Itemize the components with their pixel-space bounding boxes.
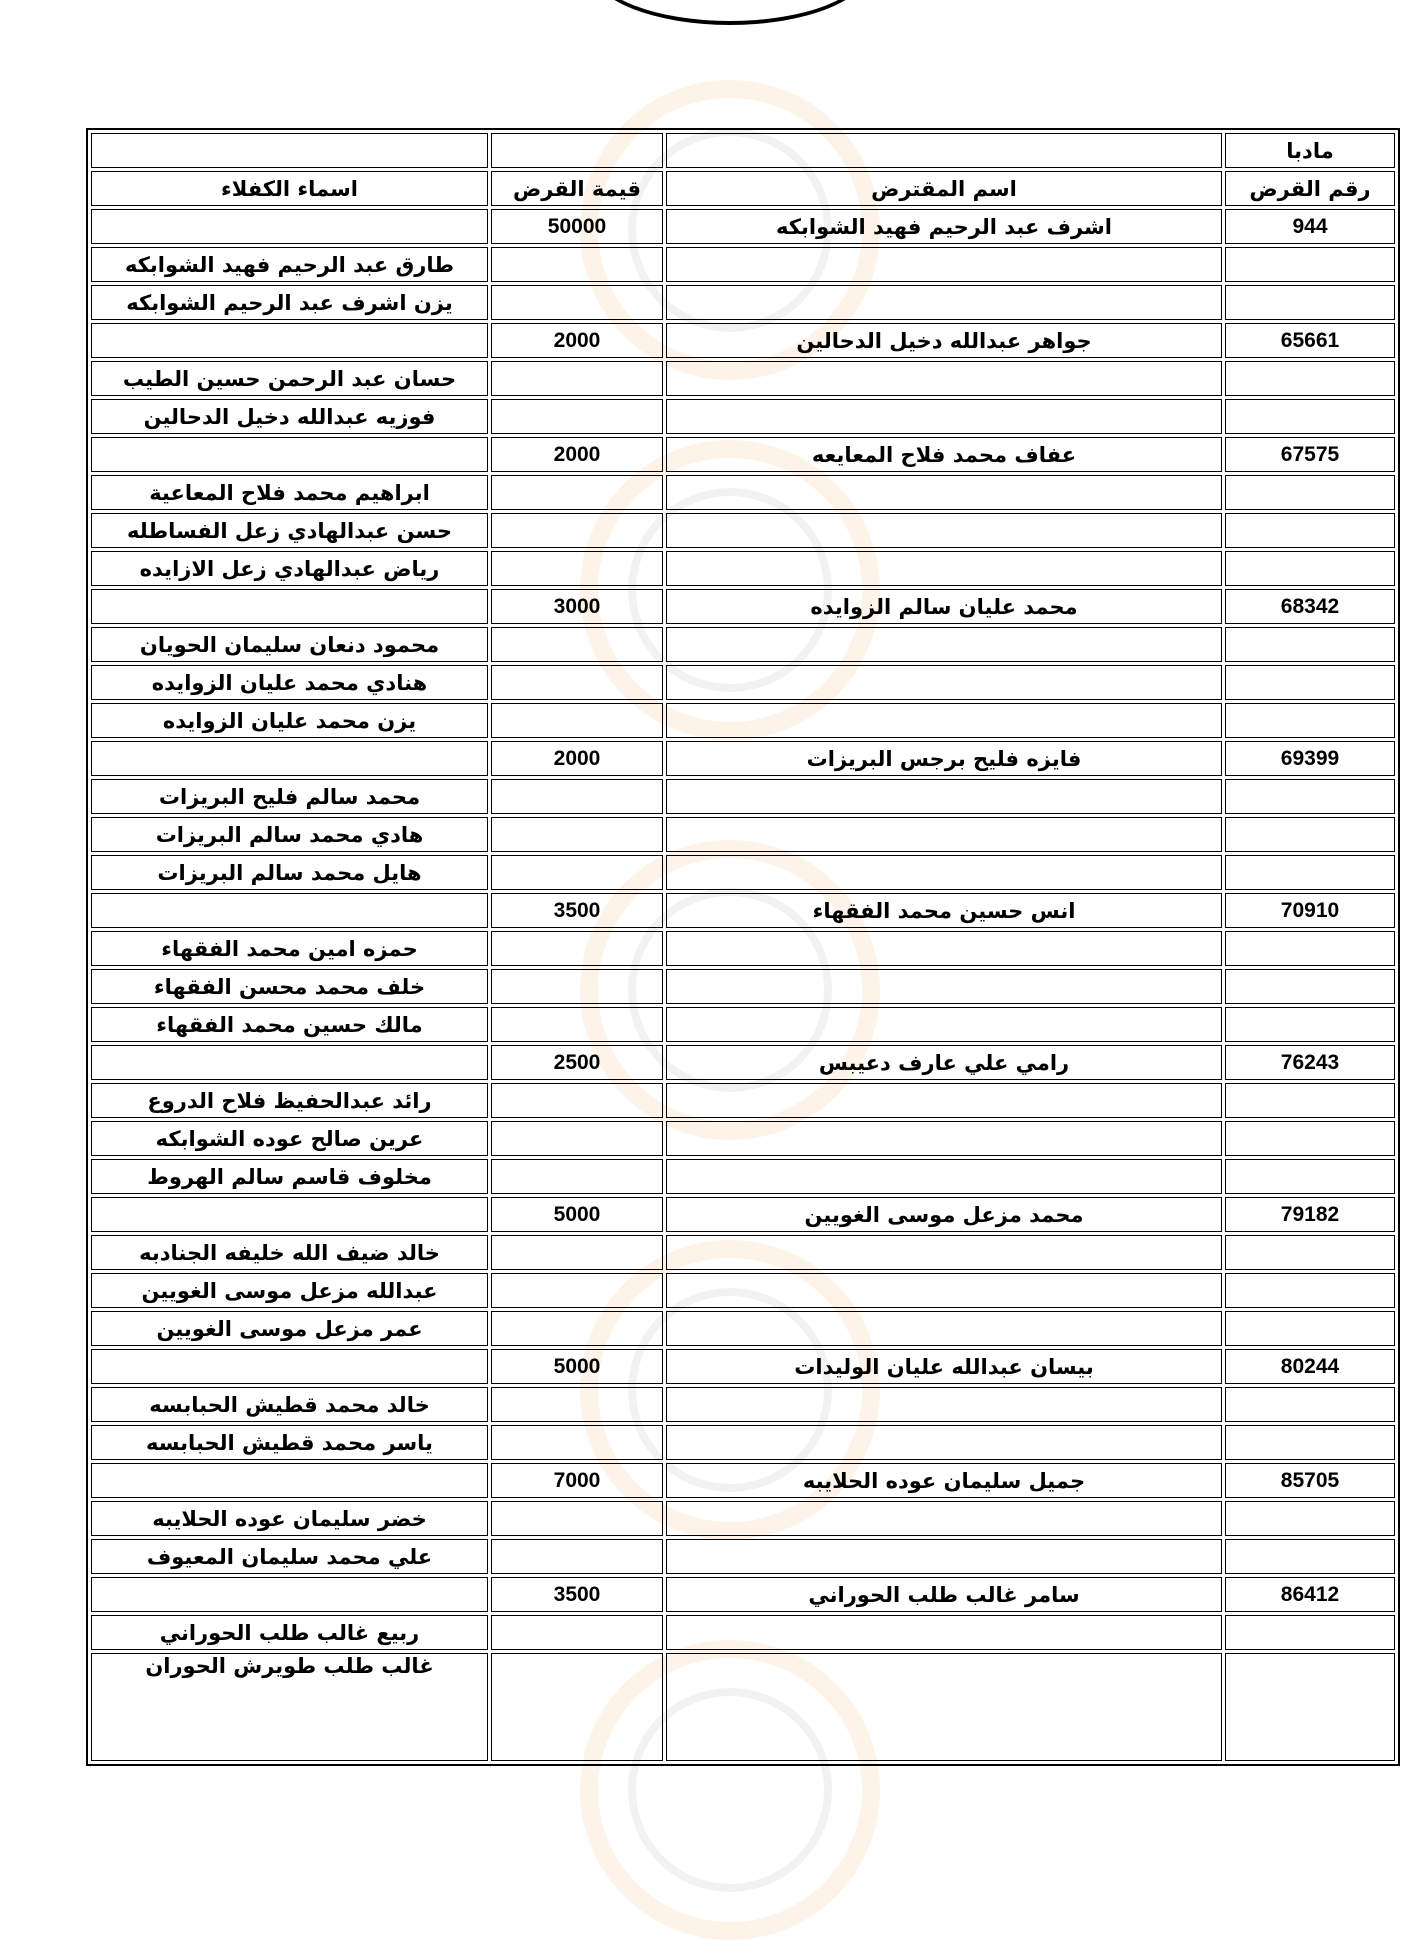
loan-row <box>91 741 1395 776</box>
empty-cell <box>491 1387 663 1422</box>
guarantor-name: عبدالله مزعل موسى الغويين <box>91 1273 488 1308</box>
empty-cell <box>1225 513 1395 548</box>
loan-row <box>91 209 1395 244</box>
empty-cell <box>91 741 488 776</box>
loan-amount: 3500 <box>491 893 663 928</box>
guarantor-row <box>91 1387 1395 1422</box>
header-amount: قيمة القرض <box>491 171 663 206</box>
guarantor-name: حسن عبدالهادي زعل الفساطله <box>91 513 488 548</box>
empty-cell <box>91 1349 488 1384</box>
loan-number: 70910 <box>1225 893 1395 928</box>
loan-amount: 2000 <box>491 323 663 358</box>
empty-cell <box>666 513 1222 548</box>
guarantor-name: خالد محمد قطيش الحبابسه <box>91 1387 488 1422</box>
guarantor-name: مالك حسين محمد الفقهاء <box>91 1007 488 1042</box>
borrower-name: فايزه فليح برجس البريزات <box>666 741 1222 776</box>
empty-cell <box>491 513 663 548</box>
empty-cell <box>1225 779 1395 814</box>
empty-cell <box>91 1577 488 1612</box>
guarantor-row <box>91 817 1395 852</box>
borrower-name: عفاف محمد فلاح المعايعه <box>666 437 1222 472</box>
empty-cell <box>1225 1653 1395 1761</box>
header-row <box>91 171 1395 206</box>
empty-cell <box>1225 1501 1395 1536</box>
empty-cell <box>1225 399 1395 434</box>
guarantor-row <box>91 779 1395 814</box>
empty-cell <box>491 285 663 320</box>
empty-cell <box>491 551 663 586</box>
guarantor-name: خلف محمد محسن الفقهاء <box>91 969 488 1004</box>
empty-cell <box>666 1235 1222 1270</box>
loan-row <box>91 1045 1395 1080</box>
guarantor-row <box>91 285 1395 320</box>
empty-cell <box>666 1387 1222 1422</box>
guarantor-row <box>91 855 1395 890</box>
empty-cell <box>491 627 663 662</box>
empty-cell <box>491 1539 663 1574</box>
guarantor-name: ابراهيم محمد فلاح المعاعية <box>91 475 488 510</box>
empty-cell <box>1225 817 1395 852</box>
loan-amount: 3500 <box>491 1577 663 1612</box>
loan-row <box>91 893 1395 928</box>
guarantor-row <box>91 1235 1395 1270</box>
loan-row <box>91 1463 1395 1498</box>
empty-cell <box>1225 1083 1395 1118</box>
empty-cell <box>1225 665 1395 700</box>
empty-cell <box>1225 627 1395 662</box>
guarantor-row <box>91 1083 1395 1118</box>
empty-cell <box>1225 1425 1395 1460</box>
empty-cell <box>1225 247 1395 282</box>
loan-amount: 2000 <box>491 741 663 776</box>
guarantor-row <box>91 627 1395 662</box>
empty-cell <box>666 969 1222 1004</box>
empty-cell <box>1225 1235 1395 1270</box>
empty-cell <box>666 475 1222 510</box>
loan-row <box>91 1349 1395 1384</box>
empty-cell <box>491 703 663 738</box>
loan-amount: 3000 <box>491 589 663 624</box>
empty-cell <box>1225 361 1395 396</box>
guarantor-row <box>91 1311 1395 1346</box>
loan-number: 86412 <box>1225 1577 1395 1612</box>
empty-cell <box>666 817 1222 852</box>
empty-cell <box>666 1007 1222 1042</box>
empty-cell <box>666 779 1222 814</box>
guarantor-row <box>91 1539 1395 1574</box>
guarantor-row <box>91 361 1395 396</box>
guarantor-name: رياض عبدالهادي زعل الازايده <box>91 551 488 586</box>
empty-cell <box>491 817 663 852</box>
empty-cell <box>491 399 663 434</box>
empty-cell <box>1225 1387 1395 1422</box>
borrower-name: انس حسين محمد الفقهاء <box>666 893 1222 928</box>
empty-cell <box>1225 1007 1395 1042</box>
region-row <box>91 133 1395 168</box>
guarantor-row <box>91 931 1395 966</box>
loan-number: 80244 <box>1225 1349 1395 1384</box>
empty-cell <box>91 1045 488 1080</box>
empty-cell <box>1225 1273 1395 1308</box>
empty-cell <box>91 323 488 358</box>
guarantor-row <box>91 969 1395 1004</box>
guarantor-row <box>91 1425 1395 1460</box>
empty-cell <box>1225 1539 1395 1574</box>
loan-amount: 50000 <box>491 209 663 244</box>
empty-cell <box>666 1273 1222 1308</box>
empty-cell <box>1225 551 1395 586</box>
guarantor-name: غالب طلب طويرش الحوران <box>91 1653 488 1761</box>
empty-cell <box>1225 285 1395 320</box>
guarantor-name: حمزه امين محمد الفقهاء <box>91 931 488 966</box>
guarantor-row <box>91 1615 1395 1650</box>
empty-cell <box>666 665 1222 700</box>
empty-cell <box>91 893 488 928</box>
empty-cell <box>491 969 663 1004</box>
loan-number: 85705 <box>1225 1463 1395 1498</box>
empty-cell <box>666 703 1222 738</box>
empty-cell <box>491 1235 663 1270</box>
guarantor-name: يزن اشرف عبد الرحيم الشوابكه <box>91 285 488 320</box>
empty-cell <box>1225 703 1395 738</box>
empty-cell <box>666 399 1222 434</box>
empty-cell <box>1225 969 1395 1004</box>
loan-number: 76243 <box>1225 1045 1395 1080</box>
empty-cell <box>666 855 1222 890</box>
loan-number: 79182 <box>1225 1197 1395 1232</box>
empty-cell <box>491 855 663 890</box>
empty-cell <box>1225 931 1395 966</box>
empty-cell <box>666 1501 1222 1536</box>
loan-amount: 2500 <box>491 1045 663 1080</box>
empty-cell <box>666 1083 1222 1118</box>
guarantor-row <box>91 399 1395 434</box>
loan-number: 68342 <box>1225 589 1395 624</box>
empty-cell <box>666 627 1222 662</box>
empty-cell <box>91 1463 488 1498</box>
guarantor-name: ربيع غالب طلب الحوراني <box>91 1615 488 1650</box>
empty-cell <box>1225 855 1395 890</box>
empty-cell <box>666 361 1222 396</box>
loan-row <box>91 1197 1395 1232</box>
guarantor-row <box>91 665 1395 700</box>
empty-cell <box>491 1007 663 1042</box>
borrower-name: جواهر عبدالله دخيل الدحالين <box>666 323 1222 358</box>
borrower-name: اشرف عبد الرحيم فهيد الشوابكه <box>666 209 1222 244</box>
borrower-name: جميل سليمان عوده الحلايبه <box>666 1463 1222 1498</box>
empty-cell <box>91 209 488 244</box>
guarantor-name: عرين صالح عوده الشوابكه <box>91 1121 488 1156</box>
header-guarantors: اسماء الكفلاء <box>91 171 488 206</box>
empty-cell <box>491 665 663 700</box>
empty-cell <box>491 1615 663 1650</box>
loan-number: 65661 <box>1225 323 1395 358</box>
borrower-name: بيسان عبدالله عليان الوليدات <box>666 1349 1222 1384</box>
guarantor-name: طارق عبد الرحيم فهيد الشوابكه <box>91 247 488 282</box>
guarantor-row <box>91 513 1395 548</box>
guarantor-name: يزن محمد عليان الزوايده <box>91 703 488 738</box>
loan-number: 69399 <box>1225 741 1395 776</box>
header-loan-number: رقم القرض <box>1225 171 1395 206</box>
empty-cell <box>666 931 1222 966</box>
empty-cell <box>491 1653 663 1761</box>
guarantor-row <box>91 1501 1395 1536</box>
guarantor-row <box>91 247 1395 282</box>
loan-row <box>91 323 1395 358</box>
loan-row <box>91 589 1395 624</box>
loan-amount: 5000 <box>491 1349 663 1384</box>
empty-cell <box>666 1615 1222 1650</box>
empty-cell <box>666 1159 1222 1194</box>
loan-row <box>91 1577 1395 1612</box>
guarantor-row <box>91 703 1395 738</box>
loan-number: 67575 <box>1225 437 1395 472</box>
empty-cell <box>91 437 488 472</box>
empty-cell <box>491 1501 663 1536</box>
empty-cell <box>1225 1311 1395 1346</box>
empty-cell <box>1225 1159 1395 1194</box>
borrower-name: محمد عليان سالم الزوايده <box>666 589 1222 624</box>
empty-cell <box>491 1159 663 1194</box>
empty-cell <box>491 1083 663 1118</box>
empty-cell <box>91 589 488 624</box>
header-borrower: اسم المقترض <box>666 171 1222 206</box>
loan-amount: 5000 <box>491 1197 663 1232</box>
empty-cell <box>491 1121 663 1156</box>
loans-table <box>86 128 1400 1766</box>
loan-amount: 7000 <box>491 1463 663 1498</box>
empty-cell <box>91 1197 488 1232</box>
guarantor-row <box>91 1653 1395 1761</box>
guarantor-name: محمود دنعان سليمان الحويان <box>91 627 488 662</box>
guarantor-name: عمر مزعل موسى الغويين <box>91 1311 488 1346</box>
guarantor-row <box>91 551 1395 586</box>
empty-cell <box>1225 1615 1395 1650</box>
guarantor-name: ياسر محمد قطيش الحبابسه <box>91 1425 488 1460</box>
header-ellipse <box>590 0 870 25</box>
empty-cell <box>491 779 663 814</box>
empty-cell <box>491 1273 663 1308</box>
empty-cell <box>1225 1121 1395 1156</box>
empty-cell <box>666 285 1222 320</box>
empty-cell <box>666 247 1222 282</box>
empty-cell <box>491 931 663 966</box>
empty-cell <box>666 551 1222 586</box>
empty-cell <box>666 1425 1222 1460</box>
guarantor-name: محمد سالم فليح البريزات <box>91 779 488 814</box>
guarantor-name: هايل محمد سالم البريزات <box>91 855 488 890</box>
guarantor-row <box>91 475 1395 510</box>
guarantor-name: هادي محمد سالم البريزات <box>91 817 488 852</box>
empty-cell <box>666 1311 1222 1346</box>
empty-cell <box>491 1425 663 1460</box>
guarantor-name: خضر سليمان عوده الحلايبه <box>91 1501 488 1536</box>
guarantor-name: هنادي محمد عليان الزوايده <box>91 665 488 700</box>
loan-number: 944 <box>1225 209 1395 244</box>
guarantor-name: حسان عبد الرحمن حسين الطيب <box>91 361 488 396</box>
empty-cell <box>666 1539 1222 1574</box>
empty-cell <box>1225 475 1395 510</box>
guarantor-row <box>91 1159 1395 1194</box>
empty-cell <box>491 1311 663 1346</box>
empty-cell <box>491 475 663 510</box>
borrower-name: سامر غالب طلب الحوراني <box>666 1577 1222 1612</box>
loan-amount: 2000 <box>491 437 663 472</box>
region-label: مادبا <box>1225 133 1395 168</box>
guarantor-name: فوزيه عبدالله دخيل الدحالين <box>91 399 488 434</box>
guarantor-name: علي محمد سليمان المعيوف <box>91 1539 488 1574</box>
empty-cell <box>491 247 663 282</box>
guarantor-row <box>91 1273 1395 1308</box>
empty-cell <box>491 361 663 396</box>
guarantor-name: خالد ضيف الله خليفه الجنادبه <box>91 1235 488 1270</box>
guarantor-row <box>91 1007 1395 1042</box>
guarantor-name: رائد عبدالحفيظ فلاح الدروع <box>91 1083 488 1118</box>
guarantor-name: مخلوف قاسم سالم الهروط <box>91 1159 488 1194</box>
borrower-name: محمد مزعل موسى الغويين <box>666 1197 1222 1232</box>
borrower-name: رامي علي عارف دعيبس <box>666 1045 1222 1080</box>
guarantor-row <box>91 1121 1395 1156</box>
empty-cell <box>666 1653 1222 1761</box>
loan-row <box>91 437 1395 472</box>
empty-cell <box>666 1121 1222 1156</box>
